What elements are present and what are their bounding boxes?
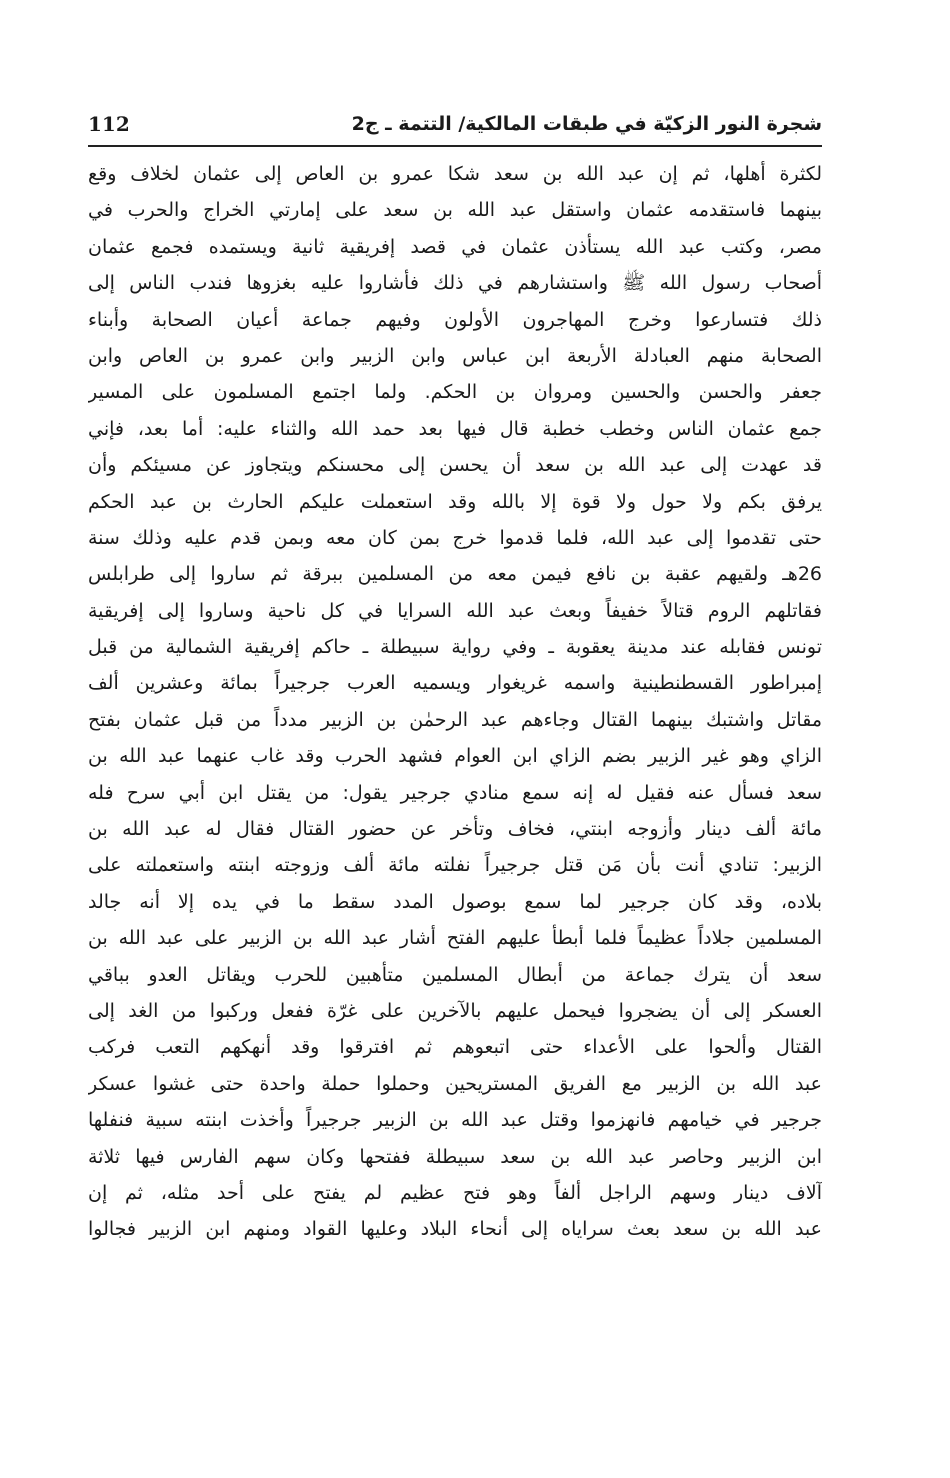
page-number: 112 [88, 112, 130, 136]
running-header-title: شجرة النور الزكيّة في طبقات المالكية/ التتمة ـ ج2 [351, 113, 822, 135]
body-text [88, 156, 822, 1248]
text-line: المسلمين جلاداً عظيماً فلما أبطأ عليهم الفتح أشار عبد الله بن الزبير على عبد الله بن [88, 927, 822, 950]
text-line: جمع عثمان الناس وخطب خطبة قال فيها بعد حمد الله والثناء عليه: أما بعد، فإني [88, 417, 822, 440]
text-line: فقاتلهم الروم قتالاً خفيفاً وبعث عبد الله السرايا في كل ناحية وساروا إلى إفريقية [88, 599, 822, 622]
text-line: أصحاب رسول الله ﷺ واستشارهم في ذلك فأشاروا عليه بغزوها فندب الناس إلى [88, 272, 822, 295]
text-line: مقاتل واشتبك بينهما القتال وجاءهم عبد الرحمٰن بن الزبير مدداً من قبل عثمان بفتح [88, 708, 822, 731]
text-line: 26هـ ولقيهم عقبة بن نافع فيمن معه من المسلمين ببرقة ثم ساروا إلى طرابلس [88, 563, 822, 586]
text-line: سعد فسأل عنه فقيل له إنه سمع منادي جرجير يقول: من يقتل ابن أبي سرح فله [88, 781, 822, 804]
text-line: حتى تقدموا إلى عبد الله، فلما قدموا خرج بمن كان معه وبمن قدم عليه وذلك سنة [88, 526, 822, 549]
text-line: آلاف دينار وسهم الراجل ألفاً وهو فتح عظيم لم يفتح على أحد مثله، ثم إن [88, 1181, 822, 1204]
text-line: عبد الله بن الزبير مع الفريق المستريحين وحملوا حملة واحدة حتى غشوا عسكر [88, 1072, 822, 1095]
text-line: جرجير في خيامهم فانهزموا وقتل عبد الله بن الزبير جرجيراً وأخذت ابنته سبية فنفلها [88, 1109, 822, 1132]
text-line: مائة ألف دينار وأزوجه ابنتي، فخاف وتأخر عن حضور القتال فقال له عبد الله بن [88, 818, 822, 841]
text-line: قد عهدت إلى عبد الله بن سعد أن يحسن إلى محسنكم ويتجاوز عن مسيئكم وأن [88, 454, 822, 477]
text-line: ابن الزبير وحاصر عبد الله بن سعد سبيطلة ففتحها وكان سهم الفارس فيها ثلاثة [88, 1145, 822, 1168]
text-line: لكثرة أهلها، ثم إن عبد الله بن سعد شكا عمرو بن العاص إلى عثمان لخلاف وقع [88, 163, 822, 185]
text-line: العسكر إلى أن يضجروا فيحمل عليهم بالآخرين على غرّة ففعل وركبوا من الغد إلى [88, 999, 822, 1022]
text-line: بلاده، وقد كان جرجير لما سمع بوصول المدد سقط ما في يده إلا أنه جالد [88, 890, 822, 913]
text-line: بينهما فاستقدمه عثمان واستقل عبد الله بن سعد على إمارتي الخراج والحرب في [88, 199, 822, 222]
text-line: جعفر والحسن والحسين ومروان بن الحكم. ولما اجتمع المسلمون على المسير [88, 381, 822, 404]
text-line: ذلك فتسارعوا وخرج المهاجرون الأولون وفيهم جماعة أعيان الصحابة وأبناء [88, 308, 822, 331]
text-line: سعد أن يترك جماعة من أبطال المسلمين متأهبين للحرب ويقاتل العدو بباقي [88, 963, 822, 986]
text-line: عبد الله بن سعد بعث سراياه إلى أنحاء البلاد وعليها القواد ومنهم ابن الزبير فجالوا [88, 1218, 822, 1241]
text-line: إمبراطور القسطنطينية واسمه غريغوار ويسميه العرب جرجيراً بمائة وعشرين ألف [88, 672, 822, 695]
text-line: الصحابة منهم العبادلة الأربعة ابن عباس وابن الزبير وابن عمرو بن العاص وابن [88, 344, 822, 367]
text-line: يرفق بكم ولا حول ولا قوة إلا بالله وقد استعملت عليكم الحارث بن عبد الحكم [88, 490, 822, 513]
running-header [88, 108, 822, 140]
text-line: الزبير: تنادي أنت بأن مَن قتل جرجيراً نفلته مائة ألف وزوجته ابنته واستعملته على [88, 854, 822, 877]
text-line: القتال وألحوا على الأعداء حتى اتبعوهم ثم افترقوا وقد أنهكهم التعب فركب [88, 1036, 822, 1059]
text-line: مصر، وكتب عبد الله يستأذن عثمان في قصد إفريقية ثانية ويستمده فجمع عثمان [88, 235, 822, 258]
text-line: تونس فقابله عند مدينة يعقوبة ـ وفي رواية سبيطلة ـ حاكم إفريقية الشمالية من قبل [88, 636, 822, 659]
header-divider [88, 145, 822, 147]
text-line: الزاي وهو غير الزبير بضم الزاي ابن العوام فشهد الحرب وقد غاب عنهما عبد الله بن [88, 745, 822, 768]
